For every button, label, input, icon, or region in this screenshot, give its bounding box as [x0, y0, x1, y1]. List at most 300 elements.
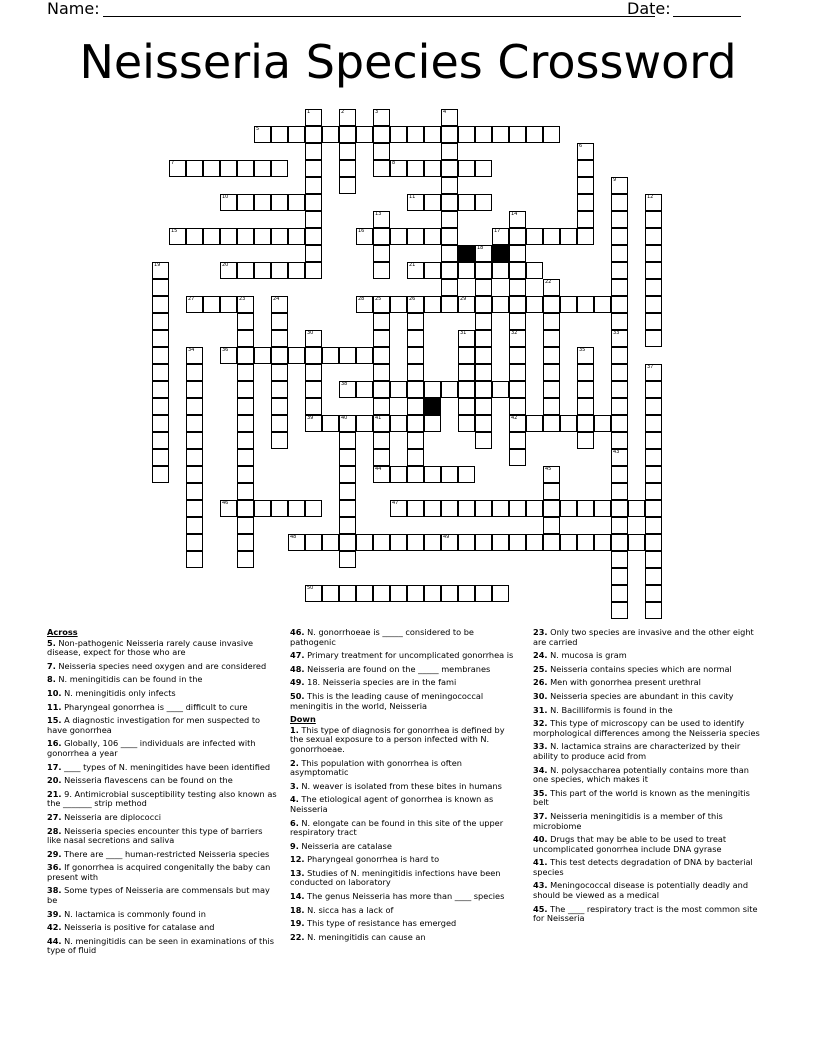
crossword-cell[interactable] [645, 449, 662, 466]
crossword-cell[interactable] [305, 262, 322, 279]
crossword-cell[interactable] [237, 347, 254, 364]
crossword-cell[interactable] [390, 126, 407, 143]
crossword-cell[interactable] [220, 194, 237, 211]
crossword-cell[interactable] [186, 347, 203, 364]
crossword-cell[interactable] [390, 585, 407, 602]
crossword-cell[interactable] [237, 262, 254, 279]
crossword-cell[interactable] [645, 500, 662, 517]
crossword-cell[interactable] [373, 109, 390, 126]
crossword-cell[interactable] [407, 585, 424, 602]
crossword-cell[interactable] [458, 500, 475, 517]
crossword-cell[interactable] [611, 483, 628, 500]
crossword-cell[interactable] [305, 585, 322, 602]
crossword-cell[interactable] [237, 228, 254, 245]
crossword-cell[interactable] [407, 534, 424, 551]
crossword-cell[interactable] [475, 245, 492, 262]
crossword-cell[interactable] [424, 585, 441, 602]
crossword-cell[interactable] [577, 500, 594, 517]
crossword-cell[interactable] [288, 534, 305, 551]
crossword-cell[interactable] [441, 585, 458, 602]
crossword-cell[interactable] [356, 296, 373, 313]
crossword-cell[interactable] [424, 194, 441, 211]
crossword-cell[interactable] [577, 534, 594, 551]
crossword-cell[interactable] [339, 432, 356, 449]
crossword-cell[interactable] [645, 398, 662, 415]
crossword-cell[interactable] [577, 177, 594, 194]
crossword-cell[interactable] [254, 500, 271, 517]
crossword-cell[interactable] [441, 109, 458, 126]
crossword-cell[interactable] [526, 415, 543, 432]
crossword-cell[interactable] [407, 449, 424, 466]
crossword-cell[interactable] [645, 228, 662, 245]
crossword-cell[interactable] [339, 517, 356, 534]
crossword-cell[interactable] [577, 296, 594, 313]
crossword-cell[interactable] [594, 534, 611, 551]
crossword-cell[interactable] [237, 330, 254, 347]
crossword-cell[interactable] [645, 551, 662, 568]
crossword-cell[interactable] [475, 194, 492, 211]
crossword-cell[interactable] [220, 160, 237, 177]
crossword-cell[interactable] [577, 364, 594, 381]
crossword-cell[interactable] [611, 177, 628, 194]
crossword-cell[interactable] [373, 432, 390, 449]
crossword-cell[interactable] [288, 347, 305, 364]
crossword-cell[interactable] [390, 534, 407, 551]
crossword-cell[interactable] [254, 262, 271, 279]
crossword-cell[interactable] [254, 160, 271, 177]
crossword-cell[interactable] [441, 143, 458, 160]
crossword-cell[interactable] [271, 262, 288, 279]
crossword-cell[interactable] [305, 211, 322, 228]
crossword-cell[interactable] [203, 160, 220, 177]
crossword-cell[interactable] [611, 432, 628, 449]
crossword-cell[interactable] [475, 534, 492, 551]
crossword-cell[interactable] [441, 262, 458, 279]
crossword-cell[interactable] [407, 262, 424, 279]
crossword-cell[interactable] [254, 194, 271, 211]
crossword-cell[interactable] [492, 585, 509, 602]
crossword-cell[interactable] [186, 500, 203, 517]
crossword-cell[interactable] [407, 228, 424, 245]
crossword-cell[interactable] [237, 517, 254, 534]
crossword-cell[interactable] [390, 466, 407, 483]
crossword-cell[interactable] [509, 313, 526, 330]
crossword-cell[interactable] [237, 194, 254, 211]
crossword-cell[interactable] [441, 381, 458, 398]
crossword-cell[interactable] [441, 296, 458, 313]
crossword-cell[interactable] [186, 517, 203, 534]
crossword-cell[interactable] [509, 534, 526, 551]
crossword-cell[interactable] [305, 398, 322, 415]
crossword-cell[interactable] [356, 585, 373, 602]
crossword-cell[interactable] [288, 228, 305, 245]
crossword-cell[interactable] [186, 551, 203, 568]
crossword-cell[interactable] [169, 228, 186, 245]
crossword-cell[interactable] [152, 296, 169, 313]
crossword-cell[interactable] [492, 500, 509, 517]
crossword-cell[interactable] [288, 500, 305, 517]
crossword-cell[interactable] [152, 330, 169, 347]
crossword-cell[interactable] [475, 398, 492, 415]
crossword-cell[interactable] [458, 347, 475, 364]
crossword-cell[interactable] [594, 500, 611, 517]
crossword-cell[interactable] [526, 500, 543, 517]
crossword-cell[interactable] [237, 296, 254, 313]
crossword-cell[interactable] [373, 347, 390, 364]
crossword-cell[interactable] [509, 364, 526, 381]
crossword-cell[interactable] [186, 415, 203, 432]
crossword-cell[interactable] [543, 381, 560, 398]
crossword-cell[interactable] [339, 551, 356, 568]
crossword-cell[interactable] [611, 517, 628, 534]
crossword-cell[interactable] [611, 262, 628, 279]
crossword-cell[interactable] [543, 415, 560, 432]
crossword-cell[interactable] [509, 432, 526, 449]
crossword-cell[interactable] [611, 415, 628, 432]
crossword-cell[interactable] [356, 381, 373, 398]
crossword-cell[interactable] [271, 500, 288, 517]
crossword-cell[interactable] [441, 279, 458, 296]
crossword-cell[interactable] [373, 313, 390, 330]
crossword-cell[interactable] [407, 415, 424, 432]
crossword-cell[interactable] [220, 296, 237, 313]
crossword-cell[interactable] [373, 415, 390, 432]
crossword-cell[interactable] [339, 381, 356, 398]
crossword-cell[interactable] [356, 415, 373, 432]
crossword-cell[interactable] [305, 347, 322, 364]
crossword-cell[interactable] [356, 126, 373, 143]
crossword-cell[interactable] [526, 296, 543, 313]
crossword-cell[interactable] [186, 160, 203, 177]
crossword-cell[interactable] [475, 296, 492, 313]
crossword-cell[interactable] [390, 296, 407, 313]
crossword-cell[interactable] [390, 381, 407, 398]
crossword-cell[interactable] [509, 279, 526, 296]
crossword-cell[interactable] [152, 313, 169, 330]
crossword-cell[interactable] [424, 415, 441, 432]
crossword-cell[interactable] [186, 296, 203, 313]
crossword-cell[interactable] [645, 279, 662, 296]
crossword-cell[interactable] [407, 330, 424, 347]
crossword-cell[interactable] [543, 279, 560, 296]
crossword-cell[interactable] [543, 500, 560, 517]
crossword-cell[interactable] [543, 228, 560, 245]
crossword-cell[interactable] [543, 364, 560, 381]
crossword-cell[interactable] [237, 381, 254, 398]
crossword-cell[interactable] [424, 466, 441, 483]
crossword-cell[interactable] [611, 347, 628, 364]
crossword-cell[interactable] [424, 381, 441, 398]
crossword-cell[interactable] [152, 466, 169, 483]
crossword-cell[interactable] [526, 126, 543, 143]
crossword-cell[interactable] [373, 245, 390, 262]
crossword-cell[interactable] [407, 364, 424, 381]
crossword-cell[interactable] [152, 381, 169, 398]
crossword-cell[interactable] [373, 398, 390, 415]
crossword-cell[interactable] [271, 432, 288, 449]
crossword-cell[interactable] [577, 381, 594, 398]
crossword-cell[interactable] [373, 330, 390, 347]
crossword-cell[interactable] [611, 381, 628, 398]
crossword-cell[interactable] [339, 347, 356, 364]
crossword-cell[interactable] [237, 500, 254, 517]
crossword-cell[interactable] [611, 313, 628, 330]
crossword-cell[interactable] [237, 415, 254, 432]
crossword-cell[interactable] [526, 534, 543, 551]
crossword-cell[interactable] [475, 347, 492, 364]
crossword-cell[interactable] [509, 211, 526, 228]
crossword-cell[interactable] [628, 500, 645, 517]
crossword-cell[interactable] [305, 143, 322, 160]
crossword-cell[interactable] [220, 500, 237, 517]
crossword-cell[interactable] [611, 245, 628, 262]
crossword-cell[interactable] [611, 279, 628, 296]
crossword-cell[interactable] [424, 126, 441, 143]
crossword-cell[interactable] [560, 415, 577, 432]
crossword-cell[interactable] [305, 126, 322, 143]
crossword-cell[interactable] [152, 398, 169, 415]
crossword-cell[interactable] [237, 364, 254, 381]
crossword-cell[interactable] [373, 296, 390, 313]
crossword-cell[interactable] [390, 228, 407, 245]
crossword-cell[interactable] [441, 228, 458, 245]
crossword-cell[interactable] [509, 245, 526, 262]
crossword-cell[interactable] [152, 449, 169, 466]
crossword-cell[interactable] [441, 500, 458, 517]
crossword-cell[interactable] [271, 296, 288, 313]
crossword-cell[interactable] [441, 534, 458, 551]
crossword-cell[interactable] [152, 432, 169, 449]
crossword-cell[interactable] [152, 347, 169, 364]
crossword-cell[interactable] [475, 364, 492, 381]
crossword-cell[interactable] [271, 126, 288, 143]
crossword-cell[interactable] [407, 500, 424, 517]
crossword-cell[interactable] [577, 347, 594, 364]
crossword-cell[interactable] [237, 398, 254, 415]
crossword-cell[interactable] [322, 126, 339, 143]
crossword-cell[interactable] [305, 194, 322, 211]
crossword-cell[interactable] [390, 160, 407, 177]
crossword-cell[interactable] [203, 296, 220, 313]
crossword-cell[interactable] [373, 449, 390, 466]
crossword-cell[interactable] [645, 483, 662, 500]
crossword-cell[interactable] [339, 585, 356, 602]
crossword-cell[interactable] [628, 534, 645, 551]
crossword-cell[interactable] [373, 160, 390, 177]
crossword-cell[interactable] [373, 466, 390, 483]
crossword-cell[interactable] [458, 398, 475, 415]
crossword-cell[interactable] [645, 211, 662, 228]
crossword-cell[interactable] [390, 500, 407, 517]
crossword-cell[interactable] [645, 432, 662, 449]
crossword-cell[interactable] [645, 330, 662, 347]
crossword-cell[interactable] [339, 126, 356, 143]
crossword-cell[interactable] [509, 398, 526, 415]
crossword-cell[interactable] [475, 381, 492, 398]
crossword-cell[interactable] [390, 415, 407, 432]
crossword-cell[interactable] [339, 449, 356, 466]
crossword-cell[interactable] [509, 262, 526, 279]
crossword-cell[interactable] [288, 126, 305, 143]
crossword-cell[interactable] [543, 398, 560, 415]
crossword-cell[interactable] [186, 228, 203, 245]
crossword-cell[interactable] [611, 364, 628, 381]
crossword-cell[interactable] [373, 126, 390, 143]
crossword-cell[interactable] [424, 262, 441, 279]
crossword-cell[interactable] [611, 228, 628, 245]
crossword-cell[interactable] [441, 126, 458, 143]
crossword-cell[interactable] [509, 449, 526, 466]
crossword-cell[interactable] [475, 313, 492, 330]
crossword-cell[interactable] [458, 262, 475, 279]
crossword-cell[interactable] [407, 296, 424, 313]
crossword-cell[interactable] [611, 568, 628, 585]
crossword-cell[interactable] [305, 330, 322, 347]
crossword-cell[interactable] [339, 415, 356, 432]
crossword-cell[interactable] [424, 534, 441, 551]
crossword-cell[interactable] [577, 415, 594, 432]
crossword-cell[interactable] [339, 483, 356, 500]
crossword-cell[interactable] [186, 432, 203, 449]
crossword-cell[interactable] [305, 160, 322, 177]
crossword-cell[interactable] [305, 109, 322, 126]
crossword-cell[interactable] [424, 160, 441, 177]
crossword-cell[interactable] [356, 347, 373, 364]
crossword-cell[interactable] [373, 143, 390, 160]
crossword-cell[interactable] [560, 228, 577, 245]
crossword-cell[interactable] [237, 551, 254, 568]
crossword-cell[interactable] [645, 381, 662, 398]
crossword-cell[interactable] [407, 381, 424, 398]
crossword-cell[interactable] [271, 194, 288, 211]
crossword-cell[interactable] [203, 228, 220, 245]
crossword-cell[interactable] [271, 330, 288, 347]
crossword-cell[interactable] [594, 415, 611, 432]
crossword-cell[interactable] [271, 347, 288, 364]
crossword-cell[interactable] [407, 432, 424, 449]
crossword-cell[interactable] [237, 160, 254, 177]
crossword-cell[interactable] [543, 313, 560, 330]
crossword-cell[interactable] [509, 381, 526, 398]
crossword-cell[interactable] [339, 534, 356, 551]
crossword-cell[interactable] [645, 568, 662, 585]
crossword-cell[interactable] [339, 109, 356, 126]
crossword-cell[interactable] [237, 466, 254, 483]
crossword-cell[interactable] [373, 585, 390, 602]
crossword-cell[interactable] [305, 500, 322, 517]
crossword-cell[interactable] [356, 534, 373, 551]
crossword-cell[interactable] [611, 398, 628, 415]
crossword-cell[interactable] [645, 296, 662, 313]
crossword-cell[interactable] [339, 143, 356, 160]
crossword-cell[interactable] [611, 602, 628, 619]
crossword-cell[interactable] [645, 364, 662, 381]
crossword-cell[interactable] [271, 228, 288, 245]
crossword-cell[interactable] [526, 228, 543, 245]
crossword-cell[interactable] [407, 126, 424, 143]
crossword-cell[interactable] [509, 228, 526, 245]
crossword-cell[interactable] [186, 381, 203, 398]
crossword-cell[interactable] [322, 415, 339, 432]
crossword-cell[interactable] [288, 262, 305, 279]
crossword-cell[interactable] [458, 534, 475, 551]
crossword-cell[interactable] [492, 262, 509, 279]
crossword-cell[interactable] [611, 211, 628, 228]
crossword-cell[interactable] [509, 126, 526, 143]
crossword-cell[interactable] [458, 194, 475, 211]
crossword-cell[interactable] [543, 330, 560, 347]
crossword-cell[interactable] [322, 585, 339, 602]
crossword-cell[interactable] [611, 466, 628, 483]
crossword-cell[interactable] [645, 194, 662, 211]
crossword-cell[interactable] [271, 398, 288, 415]
crossword-cell[interactable] [305, 177, 322, 194]
crossword-cell[interactable] [186, 364, 203, 381]
crossword-cell[interactable] [577, 160, 594, 177]
crossword-cell[interactable] [441, 211, 458, 228]
crossword-cell[interactable] [475, 432, 492, 449]
crossword-cell[interactable] [305, 364, 322, 381]
crossword-cell[interactable] [577, 211, 594, 228]
crossword-cell[interactable] [373, 381, 390, 398]
crossword-cell[interactable] [237, 432, 254, 449]
crossword-cell[interactable] [305, 534, 322, 551]
crossword-cell[interactable] [475, 330, 492, 347]
crossword-cell[interactable] [577, 398, 594, 415]
crossword-cell[interactable] [186, 534, 203, 551]
crossword-cell[interactable] [407, 347, 424, 364]
crossword-cell[interactable] [458, 585, 475, 602]
crossword-cell[interactable] [577, 228, 594, 245]
crossword-cell[interactable] [186, 466, 203, 483]
crossword-cell[interactable] [441, 160, 458, 177]
crossword-cell[interactable] [424, 228, 441, 245]
crossword-cell[interactable] [458, 296, 475, 313]
crossword-cell[interactable] [271, 313, 288, 330]
crossword-cell[interactable] [305, 245, 322, 262]
crossword-cell[interactable] [475, 415, 492, 432]
crossword-cell[interactable] [475, 160, 492, 177]
crossword-cell[interactable] [373, 228, 390, 245]
crossword-cell[interactable] [458, 126, 475, 143]
crossword-cell[interactable] [492, 228, 509, 245]
crossword-cell[interactable] [577, 143, 594, 160]
crossword-cell[interactable] [509, 500, 526, 517]
crossword-cell[interactable] [152, 279, 169, 296]
crossword-cell[interactable] [645, 466, 662, 483]
crossword-cell[interactable] [645, 517, 662, 534]
crossword-cell[interactable] [186, 398, 203, 415]
crossword-cell[interactable] [645, 534, 662, 551]
crossword-cell[interactable] [237, 483, 254, 500]
crossword-cell[interactable] [441, 466, 458, 483]
crossword-cell[interactable] [339, 160, 356, 177]
crossword-cell[interactable] [220, 262, 237, 279]
crossword-cell[interactable] [441, 194, 458, 211]
crossword-cell[interactable] [458, 466, 475, 483]
crossword-cell[interactable] [492, 296, 509, 313]
crossword-cell[interactable] [271, 160, 288, 177]
crossword-cell[interactable] [152, 415, 169, 432]
crossword-cell[interactable] [611, 585, 628, 602]
crossword-cell[interactable] [373, 364, 390, 381]
crossword-cell[interactable] [186, 449, 203, 466]
crossword-cell[interactable] [577, 432, 594, 449]
crossword-cell[interactable] [509, 347, 526, 364]
crossword-cell[interactable] [254, 126, 271, 143]
crossword-cell[interactable] [441, 245, 458, 262]
crossword-cell[interactable] [577, 194, 594, 211]
